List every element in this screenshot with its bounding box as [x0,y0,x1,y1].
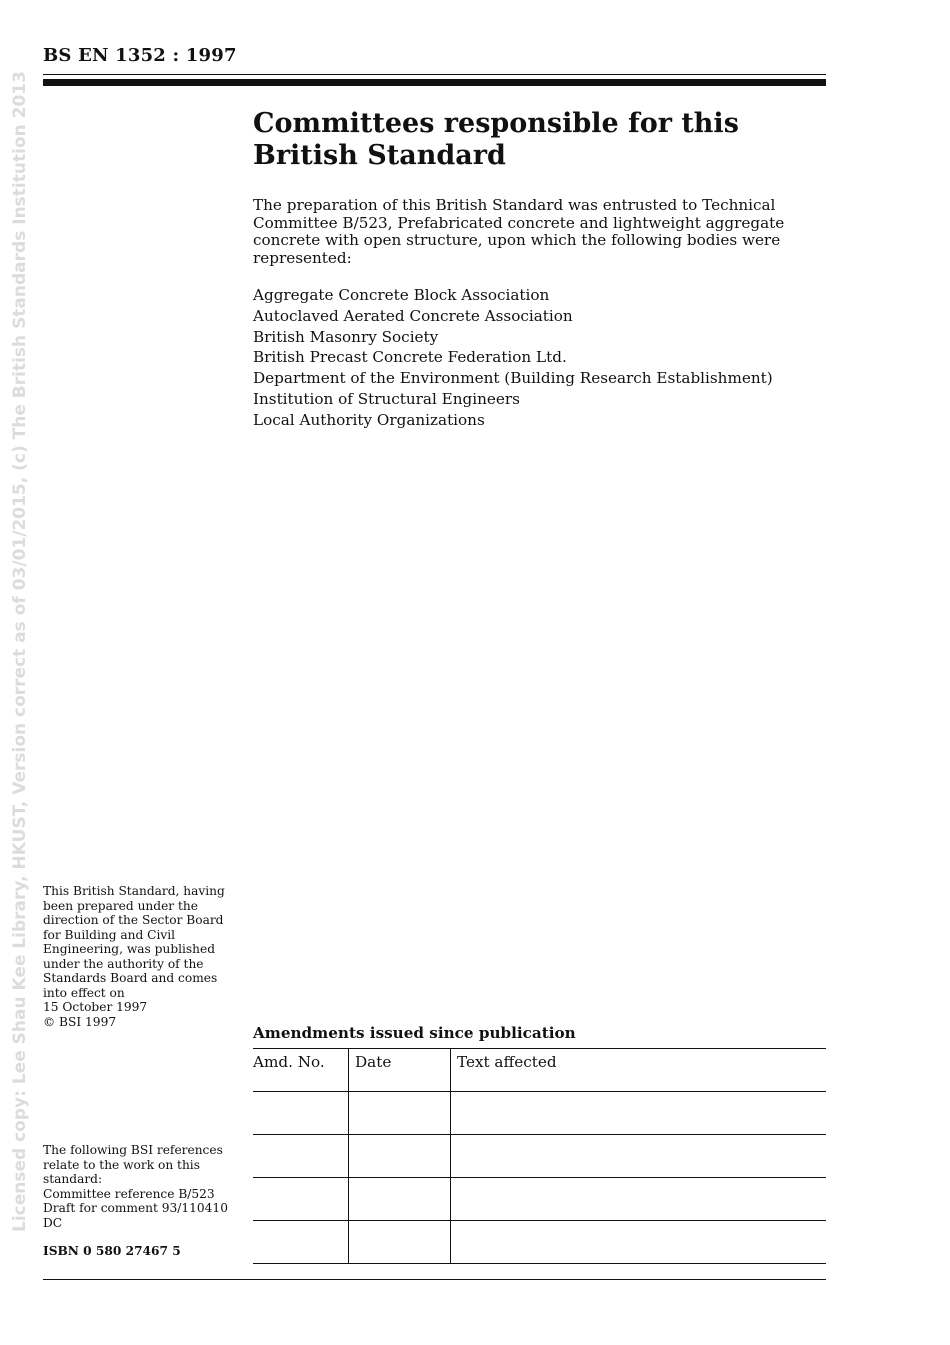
list-item: Autoclaved Aerated Concrete Association [253,306,573,325]
column-header-amd-no: Amd. No. [253,1049,349,1092]
table-cell [451,1092,827,1135]
table-row [253,1092,826,1135]
list-item: Department of the Environment (Building Research Establishment) [253,369,773,388]
table-cell [349,1178,451,1221]
committee-reference: Committee reference B/523 [43,1186,215,1201]
table-cell [451,1178,827,1221]
footer-rule [43,1279,826,1280]
table-cell [253,1092,349,1135]
header-rule-thin [43,74,826,75]
publication-note-text: This British Standard, having been prepared under the direction of the Sector Board for Building and Civil Engineering, was published under the authority of the Standards Board and comes into effect on [43,884,225,1000]
header-rule-thick [43,79,826,86]
publication-note [43,884,238,1015]
amendments-table [253,1048,826,1264]
document-id: BS EN 1352 : 1997 [43,45,237,66]
amendments-title: Amendments issued since publication [253,1024,576,1042]
list-item: British Masonry Society [253,327,439,346]
bsi-refs-intro: The following BSI references relate to the work on this standard: [43,1143,223,1186]
table-cell [349,1092,451,1135]
table-header-row [253,1049,826,1092]
table-cell [253,1221,349,1264]
isbn: ISBN 0 580 27467 5 [43,1244,181,1258]
page-title [253,108,813,172]
table-cell [451,1135,827,1178]
copyright-notice: © BSI 1997 [43,1015,117,1029]
table-row [253,1178,826,1221]
list-item: Institution of Structural Engineers [253,389,520,408]
table-cell [451,1221,827,1264]
draft-reference: Draft for comment 93/110410 DC [43,1201,228,1230]
column-header-text-affected: Text affected [451,1049,827,1092]
represented-bodies-list [253,285,773,431]
table-cell [253,1178,349,1221]
intro-paragraph: The preparation of this British Standard was entrusted to Technical Committee B/523, Prefabricated concrete and lightweight aggregate concrete with open structure, upon which the following bodies were represented: [253,196,785,267]
list-item: British Precast Concrete Federation Ltd. [253,348,567,367]
table-cell [349,1135,451,1178]
column-header-date: Date [349,1049,451,1092]
list-item: Aggregate Concrete Block Association [253,286,550,304]
effective-date: 15 October 1997 [43,1000,148,1014]
table-row [253,1135,826,1178]
table-cell [253,1135,349,1178]
bsi-references [43,1143,238,1230]
page-title-line-1: Committees responsible for this [253,108,739,139]
page-title-line-2: British Standard [253,140,506,171]
table-cell [349,1221,451,1264]
table-row [253,1221,826,1264]
license-watermark: Licensed copy: Lee Shau Kee Library, HKUST, Version correct as of 03/01/2015, (c) The British Standards Institution 2013 [10,71,30,1232]
list-item: Local Authority Organizations [253,410,485,429]
